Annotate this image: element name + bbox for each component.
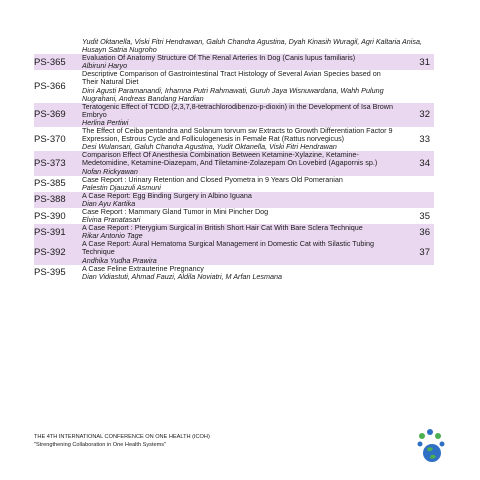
entry-page	[396, 176, 434, 192]
entry-page: 32	[419, 109, 430, 121]
toc-entry	[34, 265, 434, 281]
table-of-contents	[34, 38, 434, 281]
entry-title: Comparison Effect Of Anesthesia Combination Between Ketamine-Xylazine, Ketamine-Medetomidine, Ketamine-Diazepam, And Tiletamine-Zolazepam On Lovebird (Agapornis sp.)	[82, 150, 378, 168]
entry-title: A Case Report: Aural Hematoma Surgical Management in Domestic Cat with Silastic Tubing Technique	[82, 239, 375, 257]
entry-code: PS-365	[34, 56, 66, 68]
entry-authors: Herlina Pertiwi	[82, 117, 129, 127]
entry-content	[78, 240, 396, 264]
entry-content	[78, 103, 396, 127]
toc-entry	[34, 176, 434, 192]
entry-content	[78, 127, 396, 151]
toc-entry	[34, 208, 434, 224]
entry-code: PS-385	[34, 178, 66, 190]
entry-authors: Dian Vidiastuti, Ahmad Fauzi, Aldila Noviatri, M Arfan Lesmana	[82, 271, 283, 281]
entry-code: PS-373	[34, 157, 66, 169]
entry-content	[78, 70, 396, 102]
entry-authors: Palestin Djauzuli Asmuni	[82, 182, 161, 192]
entry-title: The Effect of Ceiba pentandra and Solanum torvum sw Extracts to Growth Differentiation Factor 9 Expression, Estrous Cycle and Folliculogenesis in Female Rat (Rattus norvegicus)	[82, 126, 393, 144]
entry-code: PS-392	[34, 246, 66, 258]
toc-entry	[34, 151, 434, 175]
entry-page: 35	[419, 210, 430, 222]
leading-authors: Yudit Oktanella, Viski Fitri Hendrawan, Galuh Chandra Agustina, Dyah Kinasih Wuragil, Agri Kaltaria Anisa, Husayn Satria Nugroho	[82, 37, 422, 55]
footer-conference: THE 4TH INTERNATIONAL CONFERENCE ON ONE HEALTH (ICOH)	[34, 434, 210, 440]
toc-rows	[34, 54, 434, 281]
toc-entry	[34, 54, 434, 70]
entry-page	[396, 192, 434, 208]
footer	[34, 434, 210, 449]
entry-content	[78, 54, 396, 70]
entry-title: Evaluation Of Anatomy Structure Of The Renal Arteries In Dog (Canis lupus familiaris)	[82, 53, 356, 63]
entry-content	[78, 176, 396, 192]
entry-authors: Dini Agusti Paramanandi, Irhamna Putri Rahmawati, Guruh Jaya Wisnuwardana, Wahh Pulung Nugrahani, Andreas Bandang Hardian	[82, 85, 384, 103]
entry-code: PS-390	[34, 210, 66, 222]
entry-title: A Case Feline Extrauterine Pregnancy	[82, 263, 204, 273]
footer-tagline: "Strengthening Collaboration in One Health Systems"	[34, 441, 167, 448]
entry-title: Case Report : Urinary Retention and Closed Pyometra in 9 Years Old Pomeranian	[82, 174, 343, 184]
entry-page: 31	[419, 56, 430, 68]
toc-entry	[34, 127, 434, 151]
entry-code: PS-391	[34, 226, 66, 238]
entry-page	[396, 70, 434, 102]
entry-code: PS-369	[34, 109, 66, 121]
entry-authors: Elvina Pranatasari	[82, 215, 141, 225]
entry-code: PS-370	[34, 133, 66, 145]
entry-code: PS-366	[34, 81, 66, 93]
entry-page: 37	[419, 246, 430, 258]
conference-logo-icon	[416, 428, 446, 464]
entry-page: 34	[419, 157, 430, 169]
entry-authors: Dian Ayu Kartika	[82, 198, 136, 208]
entry-content	[78, 265, 396, 281]
entry-authors: Andhika Yudha Prawira	[82, 255, 157, 265]
entry-code: PS-388	[34, 194, 66, 206]
entry-page: 33	[419, 133, 430, 145]
toc-entry	[34, 192, 434, 208]
entry-title: Case Report : Mammary Gland Tumor in Mini Pincher Dog	[82, 206, 269, 216]
entry-authors: Albiruni Haryo	[82, 61, 128, 71]
toc-entry	[34, 103, 434, 127]
entry-authors: Rikar Antonio Tage	[82, 231, 143, 241]
entry-page	[396, 265, 434, 281]
entry-code: PS-395	[34, 267, 66, 279]
entry-authors: Nofan Rickyawan	[82, 166, 138, 176]
entry-content	[78, 192, 396, 208]
entry-title: A Case Report: Egg Binding Surgery in Albino Iguana	[82, 190, 252, 200]
toc-entry	[34, 240, 434, 264]
entry-content	[78, 224, 396, 240]
entry-title: A Case Report : Pterygium Surgical in British Short Hair Cat With Bare Sclera Technique	[82, 223, 363, 233]
toc-entry	[34, 70, 434, 102]
toc-entry	[34, 224, 434, 240]
entry-authors: Desi Wulansari, Galuh Chandra Agustina, Yudit Oktanella, Viski Fitri Hendrawan	[82, 142, 337, 152]
entry-content	[78, 208, 396, 224]
entry-page: 36	[419, 226, 430, 238]
entry-title: Descriptive Comparison of Gastrointestinal Tract Histology of Several Avian Species based on Their Natural Diet	[82, 69, 381, 87]
entry-title: Teratogenic Effect of TCDD (2,3,7,8-tetrachlorodibenzo-p-dioxin) in the Development of Isa Brown Embryo	[82, 101, 393, 119]
entry-content	[78, 151, 396, 175]
